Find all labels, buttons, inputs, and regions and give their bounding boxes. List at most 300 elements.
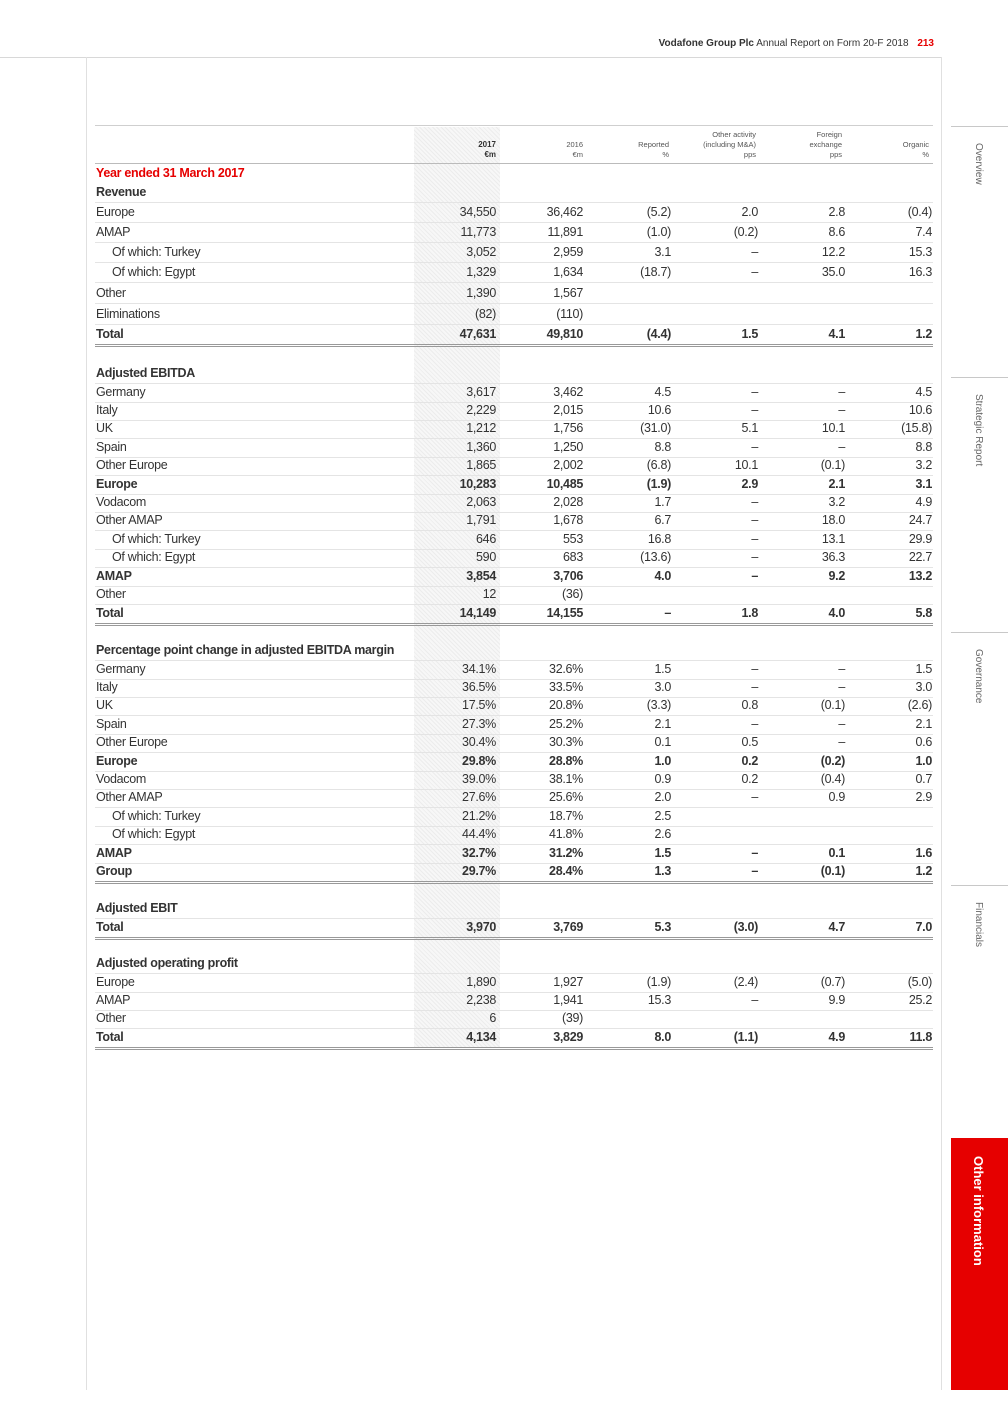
value-foreign-exchange: 12.2 [821,245,845,259]
value-reported: 16.8 [647,532,671,546]
value-2017: 646 [476,532,496,546]
table-row [95,548,933,568]
table-top-rule [95,125,933,126]
value-foreign-exchange: (0.7) [820,975,845,989]
value-foreign-exchange: – [838,440,845,454]
row-label: Other AMAP [96,513,163,527]
row-label: Total [96,327,124,341]
value-2017: 2,063 [466,495,496,509]
value-reported: 1.0 [654,754,671,768]
value-2017: 6 [489,1011,496,1025]
total-row [95,918,933,940]
row-label: Of which: Turkey [112,809,201,823]
value-2016: 14,155 [546,606,583,620]
table-row [95,530,933,550]
table-row [95,305,933,325]
value-reported: 0.9 [654,772,671,786]
value-foreign-exchange: (0.4) [820,772,845,786]
value-2016: 1,634 [553,265,583,279]
table-row [95,223,933,243]
table-row [95,263,933,283]
value-2017: 39.0% [462,772,496,786]
column-header-other-activity: Other activity (including M&A) pps [703,130,756,159]
value-reported: 5.3 [654,920,671,934]
value-foreign-exchange: 18.0 [821,513,845,527]
value-reported: 4.5 [654,385,671,399]
value-other-activity: – [751,680,758,694]
row-label: Adjusted EBITDA [96,366,195,380]
value-foreign-exchange: 36.3 [821,550,845,564]
section-header-row [95,641,933,661]
table-title: Year ended 31 March 2017 [96,166,245,180]
value-2017: 3,052 [466,245,496,259]
value-2017: 27.3% [462,717,496,731]
value-2016: 28.8% [549,754,583,768]
table-row [95,844,933,864]
value-2017: 2,229 [466,403,496,417]
value-foreign-exchange: – [838,717,845,731]
value-2016: 1,941 [553,993,583,1007]
side-tab-other-information[interactable] [951,1138,1008,1390]
value-2016: 31.2% [549,846,583,860]
total-row [95,325,933,347]
table-title-row [95,164,933,183]
value-foreign-exchange: 4.0 [828,606,845,620]
side-tab-label: Other information [971,1156,986,1266]
value-foreign-exchange: 4.9 [828,1030,845,1044]
page-number: 213 [917,38,934,49]
row-label: Spain [96,440,127,454]
value-2017: 1,865 [466,458,496,472]
row-label: Europe [96,754,138,768]
row-label: UK [96,698,113,712]
side-tab-label: Governance [973,649,984,704]
value-2016: 2,015 [553,403,583,417]
table-row [95,456,933,476]
value-organic: 13.2 [908,569,932,583]
value-foreign-exchange: – [838,735,845,749]
row-label: Of which: Egypt [112,265,196,279]
table-row [95,991,933,1011]
value-2017: 590 [476,550,496,564]
value-2016: 1,250 [553,440,583,454]
table-row [95,825,933,845]
value-reported: (1.9) [646,477,671,491]
page-header [659,38,934,49]
row-label: Percentage point change in adjusted EBITDA margin [96,643,395,657]
value-organic: 11.8 [909,1030,932,1044]
value-foreign-exchange: – [838,403,845,417]
value-2016: 32.6% [549,662,583,676]
value-2017: 10,283 [459,477,496,491]
value-organic: 1.2 [915,327,932,341]
table-row [95,511,933,531]
value-2016: 1,678 [553,513,583,527]
side-tab-label: Overview [973,143,984,185]
value-other-activity: – [751,532,758,546]
column-header-foreign-exchange: Foreign exchange pps [809,130,842,159]
value-foreign-exchange: 2.1 [828,477,845,491]
value-other-activity: – [751,245,758,259]
value-2017: 34,550 [459,205,496,219]
value-reported: 2.6 [654,827,671,841]
value-2016: 3,829 [553,1030,583,1044]
side-tab-strategic-report[interactable] [951,377,1008,632]
value-reported: (18.7) [640,265,671,279]
row-label: Other [96,286,126,300]
row-label: Europe [96,975,135,989]
value-2016: 38.1% [549,772,583,786]
value-2016: 18.7% [549,809,583,823]
row-label: AMAP [96,225,131,239]
value-reported: 3.0 [654,680,671,694]
value-organic: 1.6 [915,846,932,860]
side-tab-label: Strategic Report [973,394,984,467]
value-2017: 1,890 [466,975,496,989]
value-reported: 4.0 [654,569,671,583]
value-other-activity: (3.0) [733,920,758,934]
value-2017: 3,854 [466,569,496,583]
value-other-activity: – [751,403,758,417]
row-label: Of which: Turkey [112,245,201,259]
table-row [95,419,933,439]
table-row [95,243,933,263]
value-organic: 3.0 [915,680,932,694]
value-other-activity: – [751,385,758,399]
value-2016: 25.2% [549,717,583,731]
value-organic: 3.1 [915,477,932,491]
row-label: Spain [96,717,127,731]
table-row [95,475,933,495]
value-reported: – [664,606,671,620]
row-label: Total [96,920,124,934]
value-reported: (6.8) [646,458,671,472]
row-label: UK [96,421,113,435]
table-row [95,203,933,223]
value-other-activity: – [751,495,758,509]
value-2017: 17.5% [462,698,496,712]
value-reported: 10.6 [647,403,671,417]
value-other-activity: – [751,993,758,1007]
value-2017: 34.1% [462,662,496,676]
value-organic: 3.2 [915,458,932,472]
side-tab-financials[interactable] [951,885,1008,1138]
value-2017: 29.7% [462,864,496,878]
value-2017: 12 [482,587,496,601]
row-label: Europe [96,477,138,491]
value-2017: 47,631 [459,327,496,341]
value-other-activity: – [751,440,758,454]
value-2017: 1,212 [466,421,496,435]
row-label: Revenue [96,185,147,199]
table-row [95,660,933,680]
value-organic: 1.2 [915,864,932,878]
value-other-activity: 0.8 [741,698,758,712]
value-2016: 1,756 [553,421,583,435]
row-label: AMAP [96,993,131,1007]
row-label: Total [96,606,124,620]
side-tab-governance[interactable] [951,632,1008,885]
value-reported: 6.7 [654,513,671,527]
value-other-activity: – [751,550,758,564]
row-label: Vodacom [96,772,147,786]
value-2016: 30.3% [549,735,583,749]
value-reported: 3.1 [654,245,671,259]
table-row [95,493,933,513]
table-row [95,696,933,716]
value-reported: (13.6) [640,550,671,564]
value-foreign-exchange: (0.2) [820,754,845,768]
column-header-2017: 2017 €m [478,140,496,159]
value-2017: 3,617 [466,385,496,399]
value-organic: 16.3 [908,265,932,279]
value-reported: 8.0 [654,1030,671,1044]
value-foreign-exchange: 0.1 [828,846,845,860]
value-foreign-exchange: 8.6 [828,225,845,239]
value-reported: 2.5 [654,809,671,823]
row-label: Total [96,1030,124,1044]
value-2016: 20.8% [549,698,583,712]
table-row [95,1009,933,1029]
value-2017: 11,773 [460,225,496,239]
row-label: Of which: Turkey [112,532,201,546]
value-reported: 0.1 [654,735,671,749]
value-other-activity: (2.4) [733,975,758,989]
column-header-2016: 2016 €m [566,140,583,159]
row-label: Europe [96,205,135,219]
value-2016: (36) [561,587,583,601]
value-foreign-exchange: 2.8 [828,205,845,219]
value-other-activity: – [751,846,758,860]
value-reported: (5.2) [646,205,671,219]
report-name: Annual Report on Form 20-F 2018 [756,38,909,49]
value-2017: 1,791 [466,513,496,527]
value-reported: (31.0) [640,421,671,435]
value-organic: 7.4 [915,225,932,239]
value-2017: 30.4% [462,735,496,749]
value-2016: 33.5% [549,680,583,694]
column-header-reported: Reported % [638,140,669,159]
row-label: Group [96,864,132,878]
side-tab-label: Financials [973,902,984,948]
value-organic: 24.7 [908,513,932,527]
value-other-activity: – [751,790,758,804]
left-margin-rule [86,57,87,1390]
value-foreign-exchange: (0.1) [820,458,845,472]
value-other-activity: 10.1 [734,458,758,472]
value-2017: 2,238 [466,993,496,1007]
total-row [95,1028,933,1050]
value-other-activity: 1.5 [741,327,758,341]
row-label: Germany [96,385,146,399]
table-row [95,733,933,753]
value-organic: (0.4) [907,205,932,219]
value-organic: (15.8) [901,421,932,435]
value-2016: 2,028 [553,495,583,509]
value-foreign-exchange: 0.9 [828,790,845,804]
value-reported: (4.4) [646,327,671,341]
row-label: Other AMAP [96,790,163,804]
row-label: Other [96,1011,126,1025]
value-2016: 2,002 [553,458,583,472]
value-2016: 3,706 [553,569,583,583]
value-2016: 41.8% [549,827,583,841]
row-label: Italy [96,680,118,694]
value-2017: 21.2% [462,809,496,823]
value-2016: (110) [556,307,583,321]
value-2017: 3,970 [466,920,496,934]
value-2016: (39) [561,1011,583,1025]
value-reported: 1.5 [654,846,671,860]
value-foreign-exchange: 9.9 [828,993,845,1007]
section-header-row [95,183,933,203]
value-reported: 2.1 [654,717,671,731]
value-foreign-exchange: 4.7 [828,920,845,934]
value-foreign-exchange: (0.1) [820,698,845,712]
value-other-activity: – [751,569,758,583]
value-2016: 28.4% [549,864,583,878]
value-2017: 36.5% [462,680,496,694]
value-other-activity: – [751,864,758,878]
value-2016: 3,462 [553,385,583,399]
value-2016: 683 [563,550,583,564]
row-label: Of which: Egypt [112,827,196,841]
value-2017: 44.4% [462,827,496,841]
value-organic: 1.0 [915,754,932,768]
total-row [95,862,933,884]
row-label: Germany [96,662,146,676]
value-foreign-exchange: (0.1) [820,864,845,878]
header-rule [0,57,942,58]
value-reported: (3.3) [646,698,671,712]
value-reported: 15.3 [647,993,671,1007]
value-other-activity: 2.9 [741,477,758,491]
value-foreign-exchange: 13.1 [821,532,845,546]
company-name: Vodafone Group Plc [658,38,754,49]
value-other-activity: 5.1 [741,421,758,435]
value-organic: 2.1 [915,717,932,731]
value-organic: (2.6) [907,698,932,712]
row-label: Italy [96,403,118,417]
value-organic: 29.9 [908,532,932,546]
value-other-activity: (1.1) [733,1030,758,1044]
table-row [95,401,933,421]
value-2017: 14,149 [459,606,496,620]
table-row [95,284,933,304]
value-2016: 11,891 [547,225,583,239]
table-row [95,438,933,458]
value-2017: 1,390 [466,286,496,300]
value-2016: 553 [563,532,583,546]
value-other-activity: – [751,662,758,676]
table-row [95,788,933,808]
row-label: Adjusted operating profit [96,956,238,970]
table-row [95,383,933,403]
value-organic: 0.6 [915,735,932,749]
value-foreign-exchange: 9.2 [828,569,845,583]
value-organic: 4.5 [915,385,932,399]
table-row [95,567,933,587]
value-organic: 4.9 [915,495,932,509]
row-label: Adjusted EBIT [96,901,178,915]
value-reported: 1.5 [654,662,671,676]
value-organic: 8.8 [915,440,932,454]
section-header-row [95,954,933,974]
value-2016: 3,769 [553,920,583,934]
value-2016: 25.6% [549,790,583,804]
value-other-activity: 0.2 [741,772,758,786]
value-organic: 2.9 [915,790,932,804]
table-row [95,585,933,605]
value-reported: 8.8 [654,440,671,454]
value-organic: 10.6 [908,403,932,417]
column-header-organic: Organic % [902,140,929,159]
section-header-row [95,364,933,384]
value-other-activity: (0.2) [733,225,758,239]
row-label: Other Europe [96,735,168,749]
row-label: AMAP [96,569,132,583]
value-2017: 27.6% [462,790,496,804]
value-reported: 1.3 [654,864,671,878]
value-foreign-exchange: 10.1 [821,421,845,435]
value-foreign-exchange: 4.1 [828,327,845,341]
table-row [95,770,933,790]
side-tab-overview[interactable] [951,126,1008,377]
value-2017: (82) [474,307,496,321]
value-2017: 32.7% [462,846,496,860]
section-header-row [95,899,933,919]
table-row [95,678,933,698]
row-label: Other [96,587,126,601]
value-foreign-exchange: – [838,680,845,694]
value-other-activity: 0.5 [741,735,758,749]
right-margin-rule [941,57,942,1390]
table-row [95,807,933,827]
value-foreign-exchange: – [838,662,845,676]
table-row [95,752,933,772]
value-2017: 1,360 [466,440,496,454]
value-reported: (1.9) [646,975,671,989]
table-row [95,973,933,993]
row-label: Of which: Egypt [112,550,196,564]
value-foreign-exchange: – [838,385,845,399]
row-label: AMAP [96,846,132,860]
row-label: Other Europe [96,458,168,472]
value-other-activity: – [751,513,758,527]
value-foreign-exchange: 3.2 [828,495,845,509]
value-2017: 4,134 [466,1030,496,1044]
value-organic: (5.0) [907,975,932,989]
table-row [95,715,933,735]
value-2017: 1,329 [466,265,496,279]
value-2016: 1,927 [553,975,583,989]
value-organic: 22.7 [908,550,932,564]
value-2017: 29.8% [462,754,496,768]
value-organic: 15.3 [908,245,932,259]
value-reported: 1.7 [654,495,671,509]
value-organic: 5.8 [915,606,932,620]
value-other-activity: 2.0 [741,205,758,219]
value-2016: 2,959 [553,245,583,259]
row-label: Vodacom [96,495,147,509]
value-organic: 1.5 [915,662,932,676]
value-reported: 2.0 [654,790,671,804]
value-organic: 7.0 [915,920,932,934]
value-reported: (1.0) [646,225,671,239]
value-organic: 25.2 [908,993,932,1007]
value-other-activity: – [751,265,758,279]
value-2016: 49,810 [546,327,583,341]
